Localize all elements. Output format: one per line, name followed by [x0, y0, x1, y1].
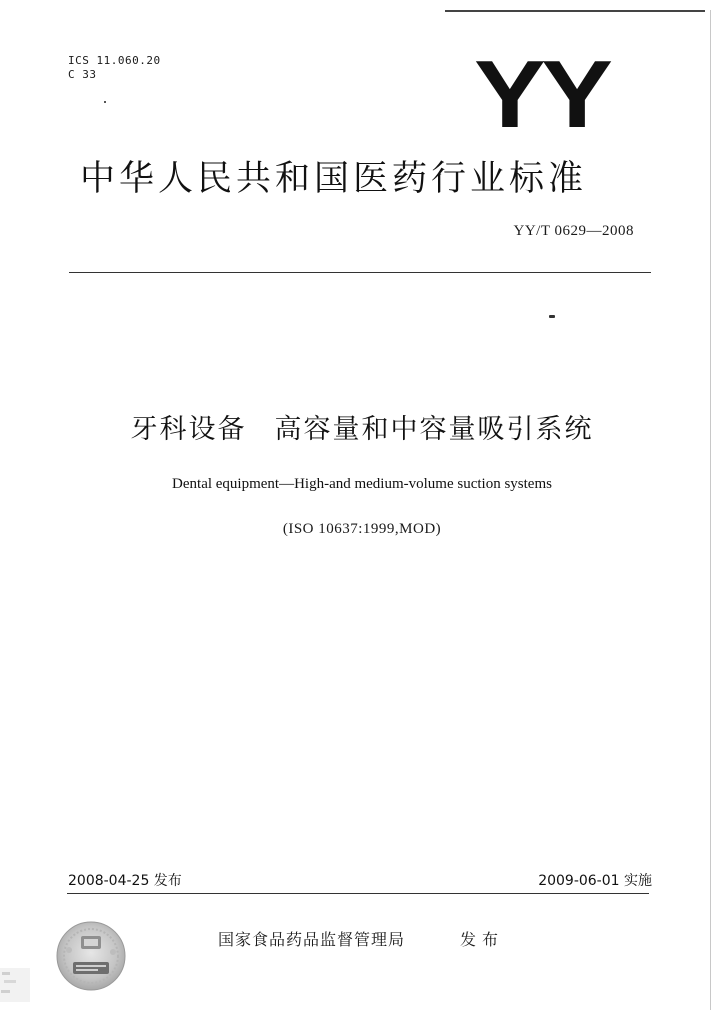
ics-code: ICS 11.060.20: [68, 54, 161, 67]
publisher-name: 国家食品药品监督管理局: [218, 930, 406, 949]
title-chinese-part1: 牙科设备: [130, 414, 247, 445]
header-divider: [69, 272, 651, 273]
publish-label: 发布: [460, 930, 505, 949]
scan-speck: [104, 101, 106, 103]
issue-date: 2008-04-25 发布: [68, 873, 182, 889]
top-right-rule: [445, 10, 705, 12]
footer-divider: [67, 893, 649, 894]
scan-speck: [549, 315, 555, 318]
iso-reference: (ISO 10637:1999,MOD): [282, 521, 442, 537]
anti-counterfeit-stamp-icon: [55, 920, 127, 992]
implementation-date: 2009-06-01 实施: [538, 873, 652, 889]
standard-number: YY/T 0629—2008: [513, 223, 634, 239]
yy-logo: YY: [474, 41, 609, 148]
ccs-code: C 33: [68, 68, 97, 81]
standard-type-heading: 中华人民共和国医药行业标准: [80, 159, 588, 199]
page-edge-shadow: [710, 10, 711, 1010]
document-title-chinese: [0, 410, 724, 450]
scan-artifact: [0, 968, 30, 1002]
document-title-english: Dental equipment—High-and medium-volume suction systems: [172, 476, 552, 492]
title-chinese-part2: 高容量和中容量吸引系统: [274, 414, 594, 445]
